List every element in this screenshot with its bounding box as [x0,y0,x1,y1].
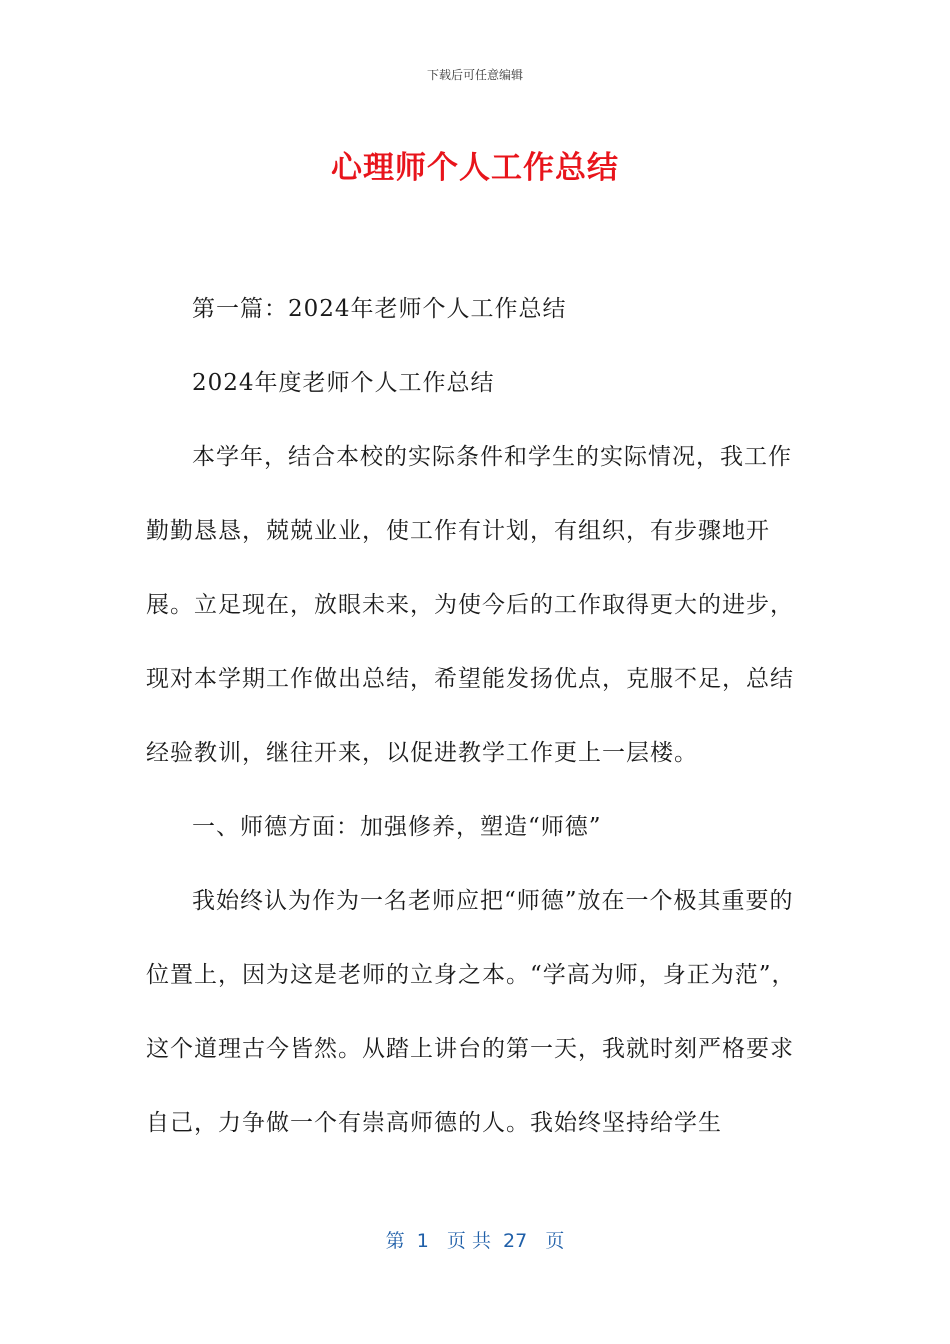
paragraph-intro: 本学年，结合本校的实际条件和学生的实际情况，我工作勤勤恳恳，兢兢业业，使工作有计划，有组织，有步骤地开展。立足现在，放眼未来，为使今后的工作取得更大的进步，现对本学期工作做出总结，希望能发扬优点，克服不足，总结经验教训，继往开来，以促进教学工作更上一层楼。 [146,444,794,766]
paragraph-section-heading: 第一篇：2024年老师个人工作总结 [192,296,567,322]
paragraph-ethics-body: 我始终认为作为一名老师应把“师德”放在一个极其重要的位置上，因为这是老师的立身之本。“学高为师，身正为范”，这个道理古今皆然。从踏上讲台的第一天，我就时刻严格要求自己，力争做一个有崇高师德的人。我始终坚持给学生 [146,888,796,1136]
page-footer: 第 1 页 共 27 页 [385,1230,565,1252]
document-title: 心理师个人工作总结 [331,150,619,186]
paragraph-ethics-heading: 一、师德方面：加强修养，塑造“师德” [192,814,602,840]
paragraph-subtitle: 2024年度老师个人工作总结 [192,370,495,396]
document-body [146,272,806,1160]
header-note: 下载后可任意编辑 [426,68,523,82]
